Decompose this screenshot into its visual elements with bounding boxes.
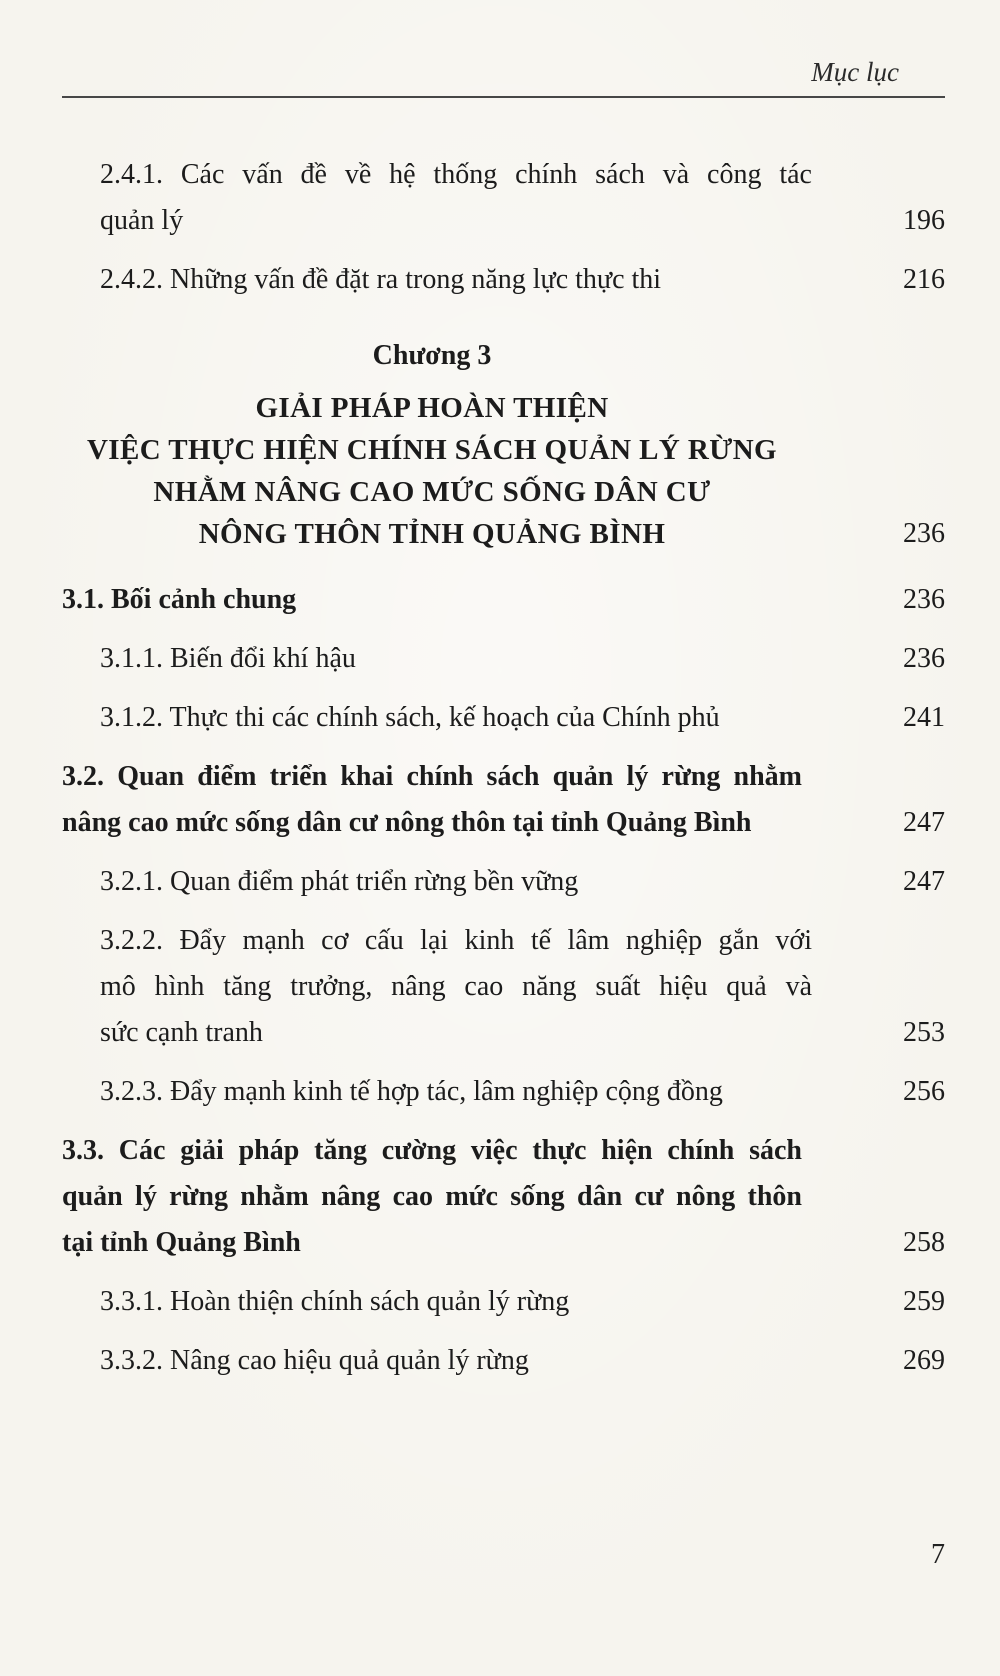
toc-entry-page: 247 — [903, 807, 945, 838]
toc-entry — [62, 695, 945, 741]
toc-entry-title — [100, 1338, 812, 1384]
toc-entry-page: 253 — [903, 1017, 945, 1048]
toc-entry — [62, 859, 945, 905]
toc-entry — [62, 1338, 945, 1384]
toc-entry-title — [100, 257, 812, 303]
chapter-label: Chương 3 — [372, 340, 492, 371]
toc-entry-title — [62, 577, 802, 623]
toc-entry-page: 236 — [903, 643, 945, 674]
running-header-title: Mục lục — [811, 57, 899, 87]
chapter-title-line: NHẰM NÂNG CAO MỨC SỐNG DÂN CƯ — [153, 476, 711, 508]
toc-entry-line: 3.1. Bối cảnh chung — [62, 584, 297, 615]
toc-entry — [62, 1128, 945, 1266]
toc-entry-title — [100, 695, 812, 741]
toc-list-before-chapter — [62, 152, 945, 303]
toc-entry-title — [62, 754, 802, 846]
chapter-title-line: VIỆC THỰC HIỆN CHÍNH SÁCH QUẢN LÝ RỪNG — [86, 434, 778, 466]
toc-entry-page: 269 — [903, 1345, 945, 1376]
chapter-heading — [62, 333, 802, 555]
folio-page-number: 7 — [931, 1539, 945, 1570]
toc-list-after-chapter — [62, 577, 945, 1384]
toc-entry-page: 241 — [903, 702, 945, 733]
toc-entry-title — [100, 636, 812, 682]
chapter-heading-block — [62, 333, 945, 555]
toc-entry-title — [62, 1128, 802, 1266]
toc-entry-page: 236 — [903, 584, 945, 615]
toc-entry — [62, 918, 945, 1056]
toc-entry-page: 216 — [903, 264, 945, 295]
chapter-title-line: GIẢI PHÁP HOÀN THIỆN — [255, 392, 609, 424]
chapter-title — [62, 387, 802, 555]
chapter-page-number: 236 — [903, 518, 945, 549]
toc-entry — [62, 636, 945, 682]
toc-entry-page: 256 — [903, 1076, 945, 1107]
toc-entry-line: 3.2. Quan điểm triển khai chính sách quản lý rừng nhằm — [62, 761, 802, 792]
toc-entry-page: 259 — [903, 1286, 945, 1317]
toc-entry — [62, 152, 945, 244]
running-header — [62, 0, 945, 88]
toc-entry-line: tại tỉnh Quảng Bình — [62, 1227, 301, 1258]
chapter-title-line: NÔNG THÔN TỈNH QUẢNG BÌNH — [198, 518, 666, 550]
toc-entry-title — [100, 1069, 812, 1115]
toc-entry-title — [100, 859, 812, 905]
toc-entry-line: 3.3.1. Hoàn thiện chính sách quản lý rừng — [100, 1286, 570, 1317]
toc-entry-page: 258 — [903, 1227, 945, 1258]
toc-entry-line: quản lý rừng nhằm nâng cao mức sống dân cư nông thôn — [62, 1181, 802, 1212]
toc-entry-title — [100, 918, 812, 1056]
toc-entry-line: 3.2.3. Đẩy mạnh kinh tế hợp tác, lâm nghiệp cộng đồng — [100, 1076, 723, 1107]
toc-entry-line: 3.1.2. Thực thi các chính sách, kế hoạch của Chính phủ — [100, 702, 720, 733]
toc-entry-line: 3.3. Các giải pháp tăng cường việc thực hiện chính sách — [62, 1135, 802, 1166]
toc-entry-line: 3.3.2. Nâng cao hiệu quả quản lý rừng — [100, 1345, 529, 1376]
toc-entry-title — [100, 152, 812, 244]
toc-entry-title — [100, 1279, 812, 1325]
toc-entry — [62, 257, 945, 303]
toc-entry-line: mô hình tăng trưởng, nâng cao năng suất hiệu quả và — [100, 971, 812, 1002]
toc-entry-page: 247 — [903, 866, 945, 897]
toc-entry-line: 3.1.1. Biến đổi khí hậu — [100, 643, 356, 674]
toc-entry-line: 2.4.1. Các vấn đề về hệ thống chính sách và công tác — [100, 159, 812, 190]
toc-entry — [62, 754, 945, 846]
toc-entry-page: 196 — [903, 205, 945, 236]
header-rule — [62, 96, 945, 98]
toc-entry-line: 3.2.2. Đẩy mạnh cơ cấu lại kinh tế lâm nghiệp gắn với — [100, 925, 812, 956]
toc-entry — [62, 577, 945, 623]
toc-entry-line: 2.4.2. Những vấn đề đặt ra trong năng lực thực thi — [100, 264, 662, 295]
toc-entry-line: quản lý — [100, 205, 184, 236]
toc-entry — [62, 1279, 945, 1325]
toc-entry — [62, 1069, 945, 1115]
toc-entry-line: sức cạnh tranh — [100, 1017, 263, 1048]
toc-entry-line: nâng cao mức sống dân cư nông thôn tại tỉnh Quảng Bình — [62, 807, 752, 838]
toc-entry-line: 3.2.1. Quan điểm phát triển rừng bền vững — [100, 866, 579, 897]
